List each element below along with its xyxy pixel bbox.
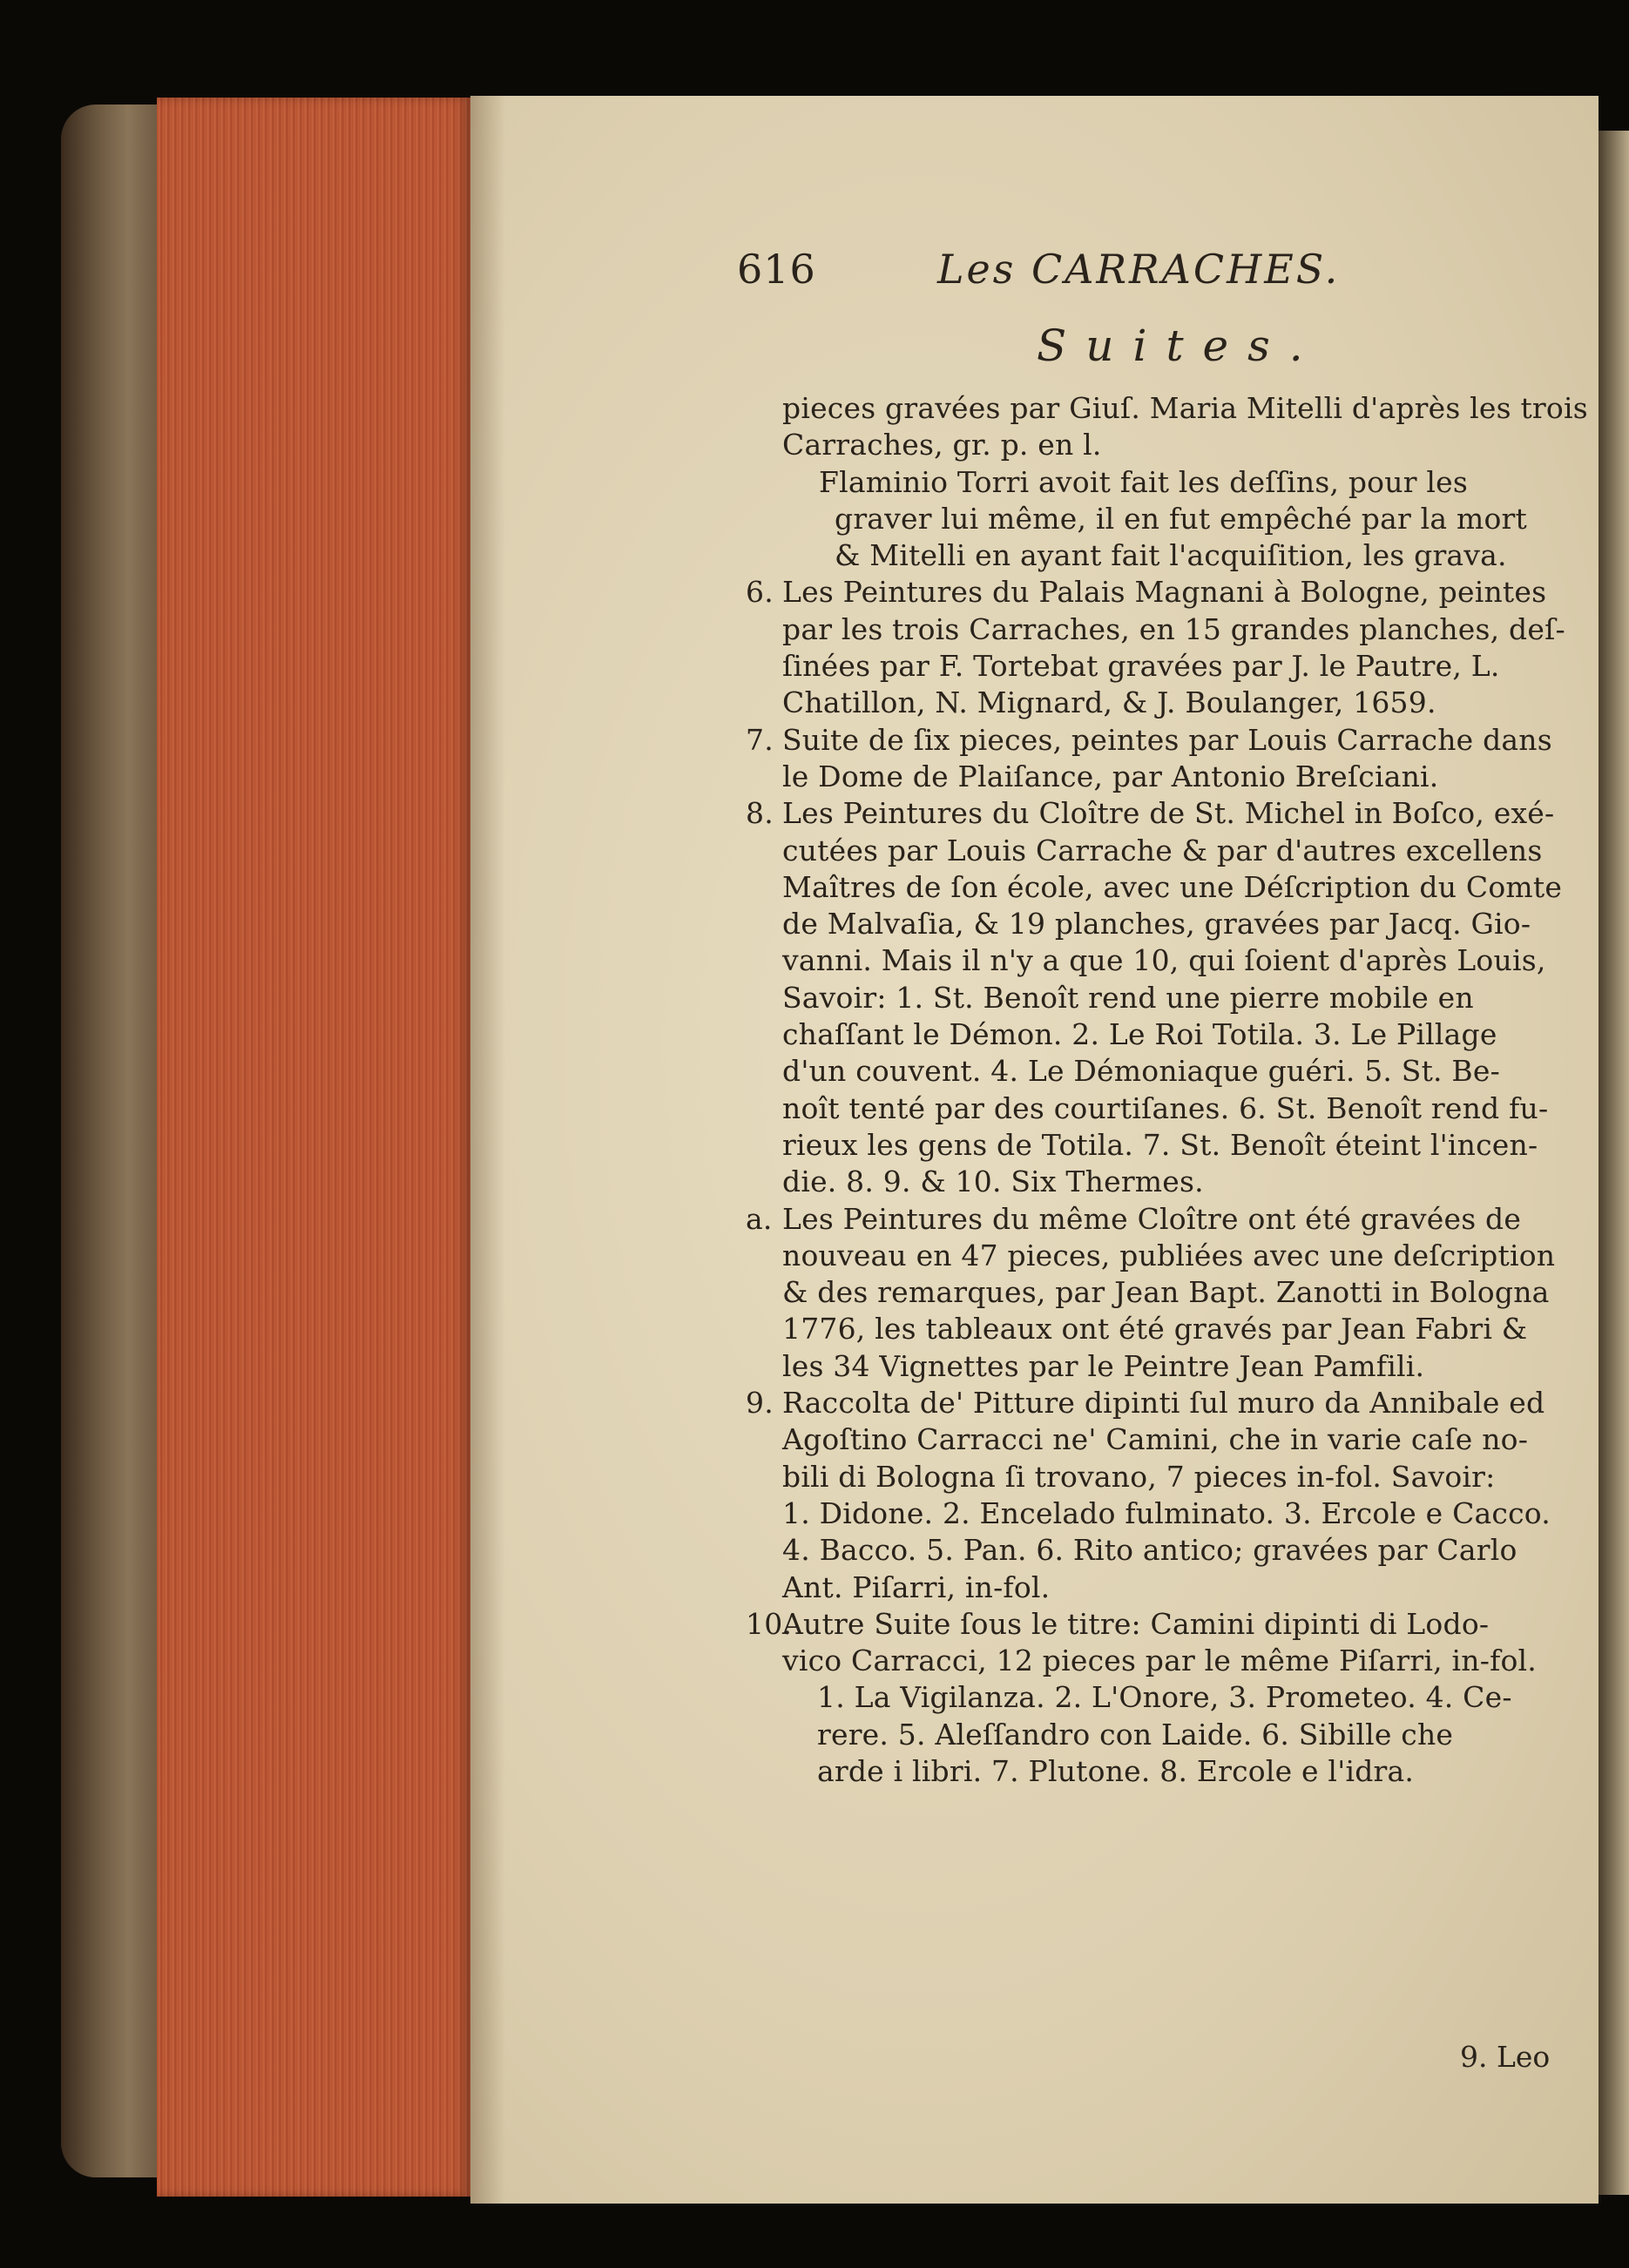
line-text: Les Peintures du même Cloître ont été gravées de [782, 1201, 1522, 1236]
line-text: arde i libri. 7. Plutone. 8. Ercole e l'idra. [817, 1753, 1415, 1788]
line-text: ſinées par F. Tortebat gravées par J. le Pautre, L. [782, 649, 1500, 684]
text-line [782, 906, 1540, 942]
line-text: Carraches, gr. p. en l. [782, 428, 1102, 462]
line-text: bili di Bologna ſi trovano, 7 pieces in-fol. Savoir: [782, 1459, 1496, 1494]
line-text: d'un couvent. 4. Le Démoniaque guéri. 5. St. Be- [782, 1054, 1500, 1089]
text-line [782, 1016, 1540, 1053]
text-line [782, 1643, 1540, 1679]
text-line [782, 390, 1588, 427]
page-header [737, 246, 1347, 298]
line-text: Autre Suite ſous le titre: Camini dipinti di Lodo- [782, 1606, 1490, 1641]
text-line [782, 1753, 1540, 1790]
text-line [746, 1606, 1540, 1643]
line-text: & Mitelli en ayant fait l'acquiſition, les grava. [835, 538, 1507, 573]
facing-page-edge [1599, 131, 1629, 2195]
body-text [746, 390, 1588, 1790]
line-text: 1. Didone. 2. Encelado fulminato. 3. Ercole e Cacco. [782, 1495, 1551, 1530]
entry-number: 9. [746, 1386, 774, 1421]
text-line [782, 833, 1543, 869]
text-line [782, 537, 1540, 574]
line-text: pieces gravées par Giuſ. Maria Mitelli d'après les trois [782, 391, 1588, 425]
text-line [782, 501, 1540, 537]
entry-number: 6. [746, 575, 774, 610]
text-line [782, 427, 1540, 463]
text-line [782, 1532, 1540, 1569]
text-line [782, 1238, 1556, 1274]
line-text: Ant. Piſarri, in-fol. [782, 1569, 1051, 1604]
line-text: Maîtres de ſon école, avec une Déſcription du Comte [782, 869, 1563, 904]
line-text: le Dome de Plaiſance, par Antonio Breſciani. [782, 759, 1439, 793]
line-text: rieux les gens de Totila. 7. St. Benoît éteint l'incen- [782, 1127, 1538, 1162]
text-line [746, 1385, 1545, 1421]
line-text: par les trois Carraches, en 15 grandes planches, deſ- [782, 611, 1565, 646]
running-title: Les CARRACHES. [937, 246, 1341, 293]
line-text: 1776, les tableaux ont été gravés par Jean Fabri & [782, 1312, 1528, 1347]
line-text: Les Peintures du Palais Magnani à Bologne, peintes [782, 575, 1547, 610]
text-line [782, 1495, 1551, 1532]
text-line [782, 1164, 1540, 1200]
catchword: 9. Leo [1460, 2040, 1551, 2074]
line-text: graver lui même, il en fut empêché par la mort [835, 501, 1527, 536]
text-line [782, 980, 1540, 1016]
line-text: rere. 5. Aleſſandro con Laide. 6. Sibille che [817, 1717, 1454, 1752]
text-line [782, 942, 1546, 979]
line-text: vico Carracci, 12 pieces par le même Piſarri, in-fol. [782, 1644, 1537, 1678]
line-text: 1. La Vigilanza. 2. L'Onore, 3. Prometeo. 4. Ce- [817, 1680, 1512, 1715]
entry-number: a. [746, 1201, 773, 1236]
line-text: les 34 Vignettes par le Peintre Jean Pamfili. [782, 1348, 1425, 1383]
text-line [782, 1053, 1540, 1090]
text-line [782, 1679, 1540, 1716]
line-text: Flaminio Torri avoit fait les deſſins, pour les [819, 464, 1468, 499]
text-line [782, 648, 1540, 685]
text-line [782, 1311, 1540, 1347]
line-text: cutées par Louis Carrache & par d'autres excellens [782, 833, 1543, 867]
line-text: Agoſtino Carracci ne' Camini, che in varie caſe no- [782, 1422, 1529, 1457]
text-line [746, 795, 1555, 832]
text-line [782, 1348, 1540, 1385]
text-line [782, 464, 1540, 501]
page-number: 616 [737, 246, 816, 293]
line-text: chaſſant le Démon. 2. Le Roi Totila. 3. Le Pillage [782, 1017, 1497, 1052]
text-line [746, 722, 1552, 759]
text-line [782, 1421, 1540, 1458]
text-line [782, 1090, 1549, 1127]
text-line [782, 869, 1563, 906]
section-heading: Suites. [1037, 321, 1322, 371]
line-text: die. 8. 9. & 10. Six Thermes. [782, 1164, 1204, 1199]
entry-number: 10. [746, 1606, 793, 1641]
line-text: Raccolta de' Pitture dipinti ſul muro da Annibale ed [782, 1386, 1545, 1421]
line-text: Chatillon, N. Mignard, & J. Boulanger, 1659. [782, 685, 1436, 720]
text-line [782, 1274, 1550, 1311]
line-text: vanni. Mais il n'y a que 10, qui ſoient d'après Louis, [782, 943, 1546, 978]
line-text: & des remarques, par Jean Bapt. Zanotti in Bologna [782, 1275, 1550, 1310]
text-line [782, 685, 1540, 721]
text-line [746, 1201, 1540, 1238]
line-text: Savoir: 1. St. Benoît rend une pierre mobile en [782, 980, 1474, 1015]
text-line [782, 1569, 1540, 1606]
line-text: nouveau en 47 pieces, publiées avec une deſcription [782, 1238, 1556, 1272]
text-line [782, 1717, 1540, 1753]
line-text: noît tenté par des courtiſanes. 6. St. Benoît rend fu- [782, 1090, 1549, 1125]
text-line [782, 611, 1565, 648]
line-text: 4. Bacco. 5. Pan. 6. Rito antico; gravées par Carlo [782, 1533, 1517, 1568]
entry-number: 8. [746, 796, 774, 831]
line-text: Suite de ſix pieces, peintes par Louis Carrache dans [782, 722, 1552, 757]
text-line [782, 759, 1540, 795]
entry-number: 7. [746, 722, 774, 757]
text-line [782, 1459, 1540, 1495]
line-text: Les Peintures du Cloître de St. Michel in Boſco, exé- [782, 796, 1555, 831]
page-edges [157, 98, 470, 2197]
text-line [782, 1127, 1540, 1164]
gutter-shadow [470, 96, 505, 2204]
line-text: de Malvaſia, & 19 planches, gravées par Jacq. Gio- [782, 907, 1531, 942]
text-line [746, 574, 1547, 611]
